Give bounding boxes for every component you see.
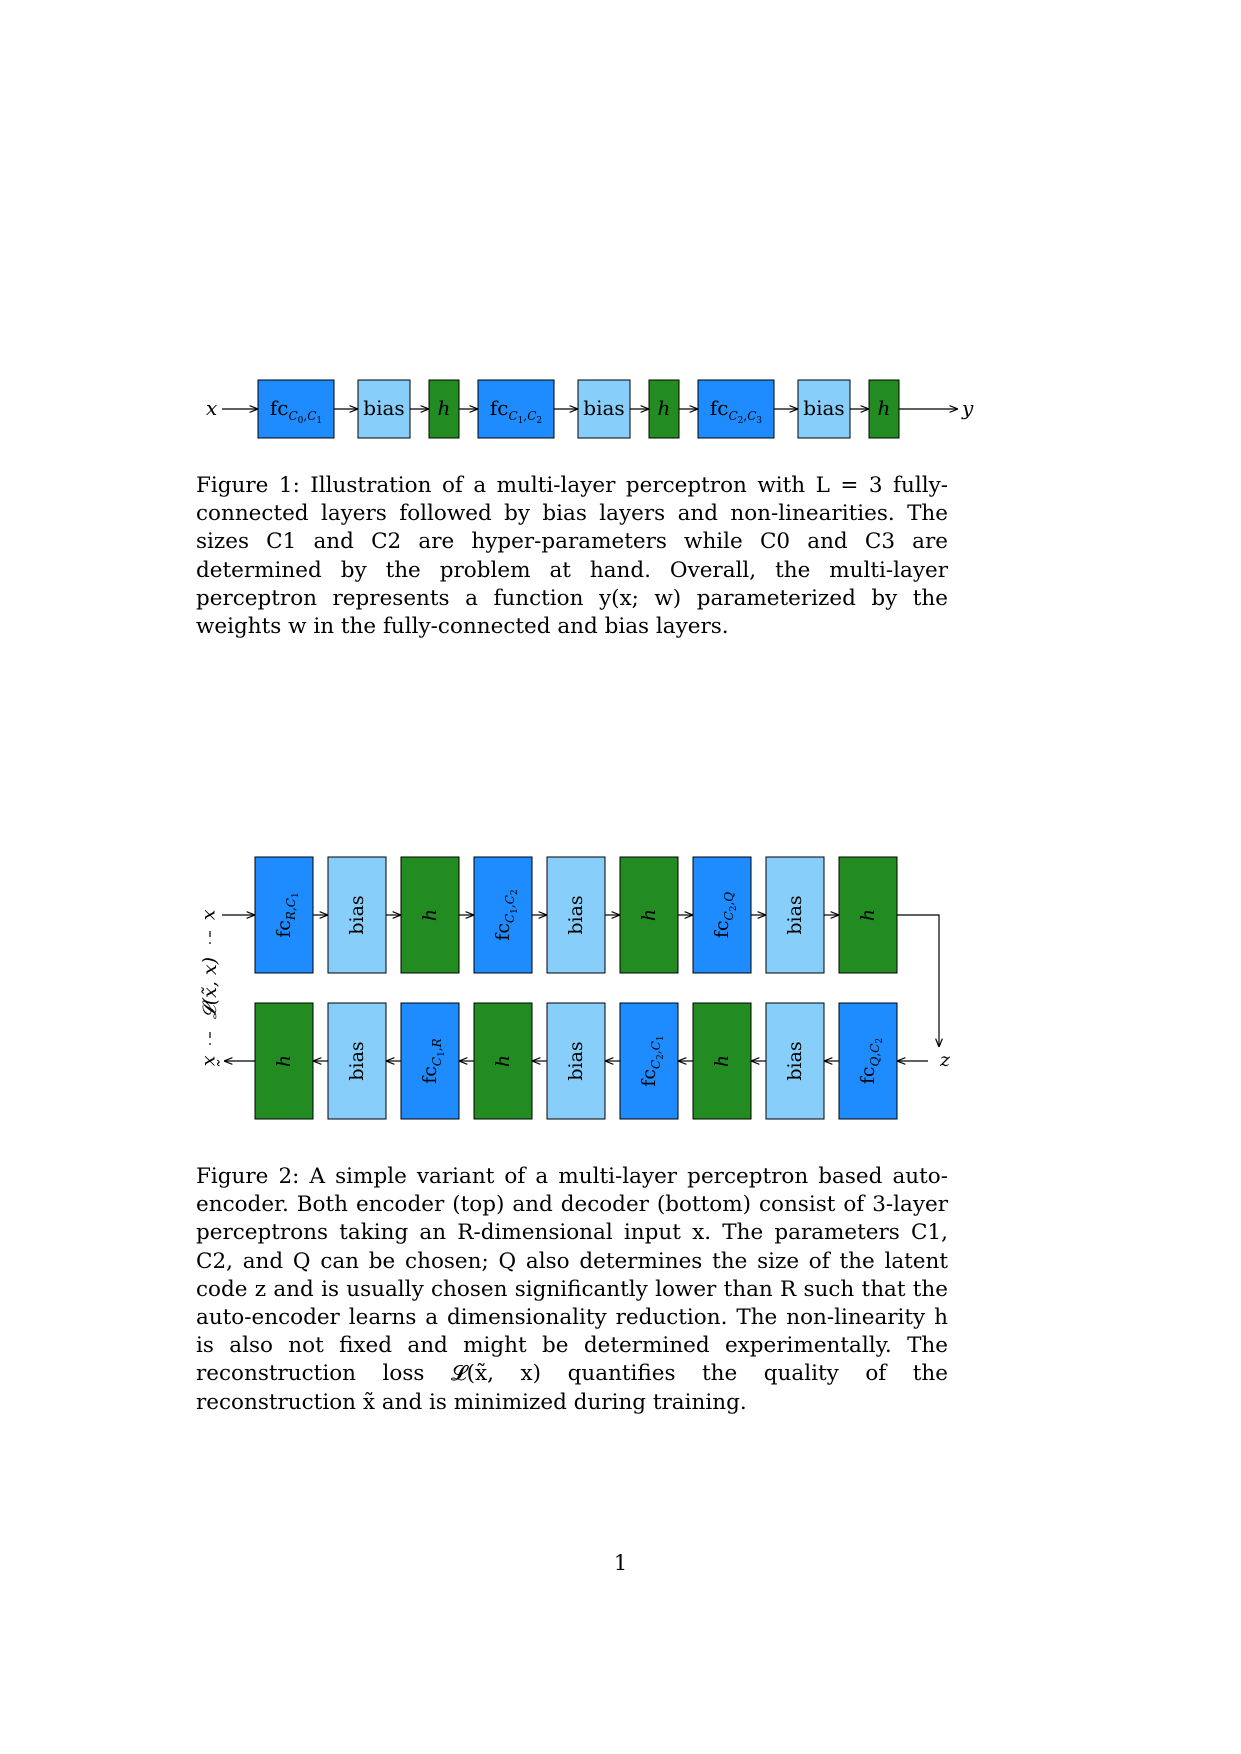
fig2-encoder-block-label: bias (565, 895, 587, 935)
figure-2-caption (196, 1163, 948, 1417)
fig2-decoder-block-label: h (711, 1054, 733, 1068)
fig2-decoder-block-label: $fc_C2,C1$ (638, 1035, 666, 1087)
fig2-decoder-block-label: $fc_C1,R$ (419, 1038, 447, 1084)
fig2-decoder-block-label: h (273, 1054, 295, 1068)
fig2-encoder-block-label: h (638, 908, 660, 922)
fig1-block-label: h (437, 396, 451, 420)
fig2-encoder-block-label: h (419, 908, 441, 922)
fig2-decoder-block-label: h (492, 1054, 514, 1068)
fig2-encoder-block-label: $fc_C1,C2$ (492, 889, 520, 941)
fig1-block-label: $fc_C2,C3$ (709, 396, 763, 426)
fig1-block-label: bias (803, 396, 845, 420)
fig1-output-label: y (962, 396, 974, 420)
figure-2-caption-text: Figure 2: A simple variant of a multi-layer perceptron based auto-encoder. Both encoder (top) and decoder (bottom) consist of 3-layer perceptrons taking an R-dimensional input x. The parameters C1, C2, and Q can be chosen; Q also determines the size of the latent code z and is usually chosen significantly lower than R such that the auto-encoder learns a dimensionality reduction. The non-linearity h is also not fixed and might be determined experimentally. The reconstruction loss 𝓛(x̃, x) quantifies the quality of the reconstruction x̃ and is minimized during training. (196, 1164, 948, 1415)
fig2-encoder-block-label: $fc_R,C1$ (273, 892, 301, 938)
fig1-block-label: bias (583, 396, 625, 420)
figure-1-caption-text: Figure 1: Illustration of a multi-layer perceptron with L = 3 fully-connected layers followed by bias layers and non-linearities. The sizes C1 and C2 are hyper-parameters while C0 and C3 are determined by the problem at hand. Overall, the multi-layer perceptron represents a function y(x; w) parameterized by the weights w in the fully-connected and bias layers. (196, 473, 948, 640)
fig2-latent-connector (897, 915, 939, 1047)
fig2-decoder-block-label: $fc_Q,C2$ (857, 1037, 885, 1085)
fig2-decoder-block-label: bias (784, 1041, 806, 1081)
fig1-block-label: h (877, 396, 891, 420)
fig2-loss-label: 𝓛(x̃, x) (199, 956, 221, 1020)
fig1-block-label: h (657, 396, 671, 420)
fig2-encoder-block-label: h (857, 908, 879, 922)
fig2-encoder-block-label: bias (784, 895, 806, 935)
fig1-block-label: $fc_C1,C2$ (489, 396, 543, 426)
fig2-encoder-block-label: bias (346, 895, 368, 935)
fig2-latent-label: z (940, 1049, 951, 1071)
fig1-input-label: x (206, 396, 218, 420)
fig2-reconstruction-label: x̃ (200, 1055, 222, 1067)
fig2-encoder-block-label: $fc_C2,Q$ (711, 891, 739, 939)
fig2-input-label: x (200, 909, 222, 921)
fig2-decoder-block-label: bias (346, 1041, 368, 1081)
fig1-block-label: $fc_C0,C1$ (269, 396, 323, 426)
fig1-block-label: bias (363, 396, 405, 420)
fig2-decoder-block-label: bias (565, 1041, 587, 1081)
page-number: 1 (613, 1551, 628, 1575)
